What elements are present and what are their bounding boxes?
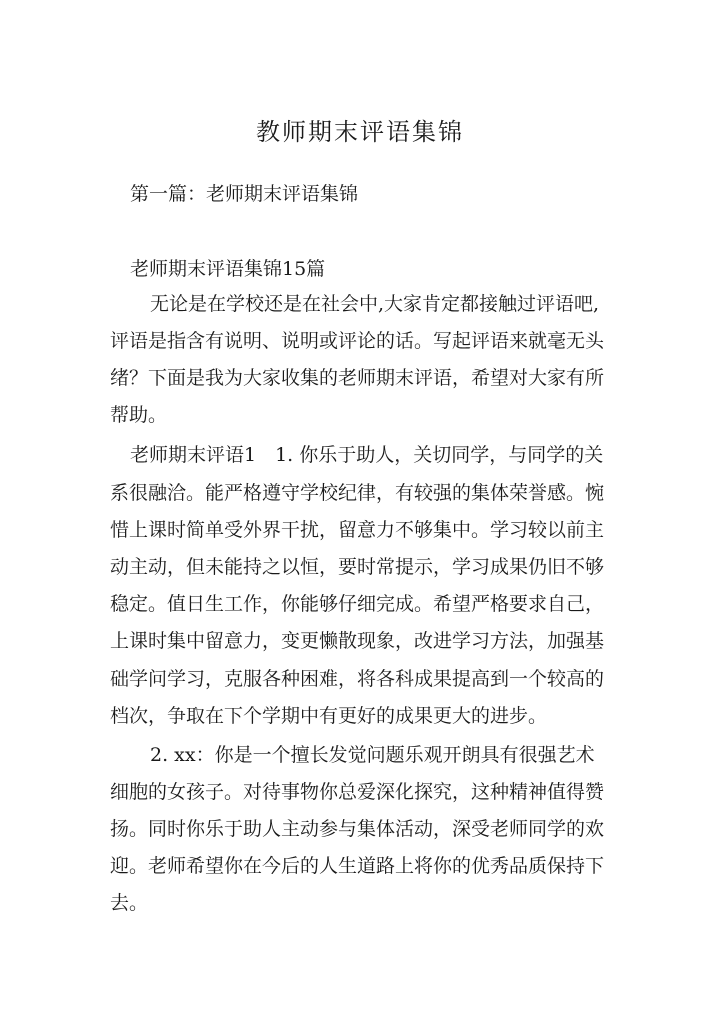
paragraph-line: 评语是指含有说明、说明或评论的话。写起评语来就毫无头	[110, 330, 605, 352]
paragraph-line: 细胞的女孩子。对待事物你总爱深化探究，这种精神值得赞	[110, 781, 605, 803]
paragraph-line: 去。	[110, 892, 149, 914]
paragraph-line: 档次，争取在下个学期中有更好的成果更大的进步。	[110, 705, 548, 727]
paragraph-line: 础学问学习，克服各种困难，将各科成果提高到一个较高的	[110, 668, 605, 690]
paragraph-line: 系很融洽。能严格遵守学校纪律，有较强的集体荣誉感。惋	[110, 482, 605, 504]
paragraph-line: 稳定。值日生工作，你能够仔细完成。希望严格要求自己，	[110, 593, 605, 615]
section-heading: 第一篇：老师期末评语集锦	[130, 183, 359, 205]
document-title: 教师期末评语集锦	[256, 118, 464, 146]
paragraph-line: 绪？下面是我为大家收集的老师期末评语，希望对大家有所	[110, 367, 605, 389]
paragraph-line: 帮助。	[110, 404, 168, 426]
paragraph-line: 老师期末评语1 1. 你乐于助人，关切同学，与同学的关	[130, 444, 604, 466]
paragraph-line: 迎。老师希望你在今后的人生道路上将你的优秀品质保持下	[110, 855, 605, 877]
paragraph-line: 动主动，但未能持之以恒，要时常提示，学习成果仍旧不够	[110, 556, 605, 578]
paragraph-line: 2. xx：你是一个擅长发觉问题乐观开朗具有很强艺术	[150, 744, 595, 766]
paragraph-line: 无论是在学校还是在社会中,大家肯定都接触过评语吧,	[150, 293, 600, 315]
paragraph-line: 扬。同时你乐于助人主动参与集体活动，深受老师同学的欢	[110, 818, 605, 840]
collection-heading: 老师期末评语集锦15篇	[130, 258, 326, 280]
paragraph-line: 惜上课时简单受外界干扰，留意力不够集中。学习较以前主	[110, 519, 605, 541]
paragraph-line: 上课时集中留意力，变更懒散现象，改进学习方法，加强基	[110, 630, 605, 652]
